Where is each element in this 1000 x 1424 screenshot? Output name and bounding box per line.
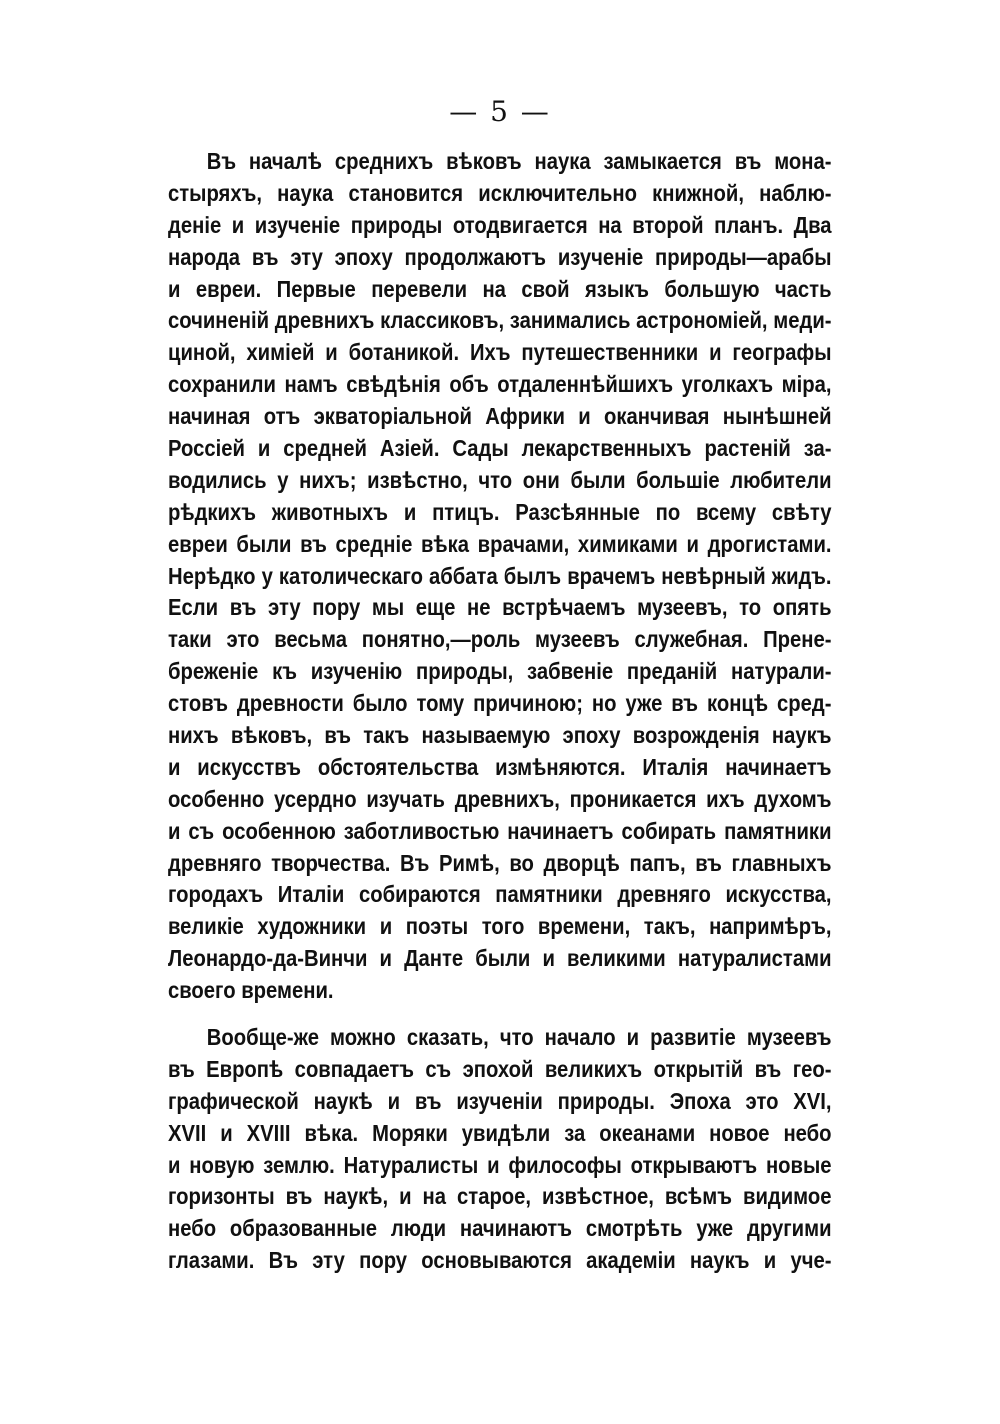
text-line: городахъ Италіи собираются памятники древняго искусства, <box>168 881 832 908</box>
text-line: евреи были въ средніе вѣка врачами, химиками и дрогистами. <box>168 530 832 557</box>
text-line: Нерѣдко у католическаго аббата былъ врачемъ невѣрный жидъ. <box>168 562 832 589</box>
text-line: таки это весьма понятно,—роль музеевъ служебная. Прене- <box>168 626 832 653</box>
text-line: циной, химіей и ботаникой. Ихъ путешественники и географы <box>168 339 832 366</box>
text-line: графической наукѣ и въ изученіи природы. Эпоха это XVI, <box>168 1087 832 1114</box>
text-line: Россіей и средней Азіей. Сады лекарственныхъ растеній за- <box>168 435 832 462</box>
text-line: Вообще-же можно сказать, что начало и развитіе музеевъ <box>206 1024 832 1050</box>
text-line: XVII и XVIII вѣка. Моряки увидѣли за океанами новое небо <box>168 1119 832 1146</box>
text-line: и съ особенною заботливостью начинаетъ собирать памятники <box>168 817 832 844</box>
text-line: особенно усердно изучать древнихъ, проникается ихъ духомъ <box>168 785 832 812</box>
text-line: стовъ древности было тому причиною; но уже въ концѣ сред- <box>168 690 832 717</box>
text-line: водились у нихъ; извѣстно, что они были большіе любители <box>168 466 832 493</box>
paragraph-2 <box>168 1022 832 1277</box>
text-line: и новую землю. Натуралисты и философы открываютъ новые <box>168 1151 832 1178</box>
page-number-header: — 5 — <box>449 95 551 128</box>
text-line: древняго творчества. Въ Римѣ, во дворцѣ папъ, въ главныхъ <box>168 849 832 876</box>
text-line: Если въ эту пору мы еще не встрѣчаемъ музеевъ, то опять <box>168 594 832 621</box>
text-line: сочиненій древнихъ классиковъ, занимались астрономіей, меди- <box>168 307 832 334</box>
paragraph-1 <box>168 146 832 1007</box>
text-line: народа въ эту эпоху продолжаютъ изученіе природы—арабы <box>168 243 832 270</box>
text-line: великіе художники и поэты того времени, такъ, напримѣръ, <box>168 913 832 940</box>
text-line: бреженіе къ изученію природы, забвеніе преданій натурали- <box>168 658 832 685</box>
text-line: горизонты въ наукѣ, и на старое, извѣстное, всѣмъ видимое <box>168 1183 832 1210</box>
text-line: сохранили намъ свѣдѣнія объ отдаленнѣйшихъ уголкахъ міра, <box>168 371 832 398</box>
text-line: Леонардо-да-Винчи и Данте были и великими натуралистами <box>168 945 832 972</box>
text-line: Въ началѣ среднихъ вѣковъ наука замыкается въ мона- <box>206 148 832 174</box>
text-line: рѣдкихъ животныхъ и птицъ. Разсѣянные по всему свѣту <box>168 498 832 525</box>
text-line: глазами. Въ эту пору основываются академіи наукъ и уче- <box>168 1247 832 1274</box>
text-line: начиная отъ экваторіальной Африки и оканчивая нынѣшней <box>168 403 832 430</box>
text-line: небо образованные люди начинаютъ смотрѣть уже другими <box>168 1215 832 1242</box>
text-line: деніе и изученіе природы отодвигается на второй планъ. Два <box>168 211 832 238</box>
text-line: стыряхъ, наука становится исключительно книжной, наблю- <box>168 179 832 206</box>
text-line: въ Европѣ совпадаетъ съ эпохой великихъ открытій въ гео- <box>168 1055 832 1082</box>
text-line: нихъ вѣковъ, въ такъ называемую эпоху возрожденія наукъ <box>168 722 832 749</box>
text-line-last: своего времени. <box>168 977 334 1004</box>
text-line: и евреи. Первые перевели на свой языкъ большую часть <box>168 275 832 302</box>
text-line: и искусствъ обстоятельства измѣняются. Италія начинаетъ <box>168 753 832 780</box>
